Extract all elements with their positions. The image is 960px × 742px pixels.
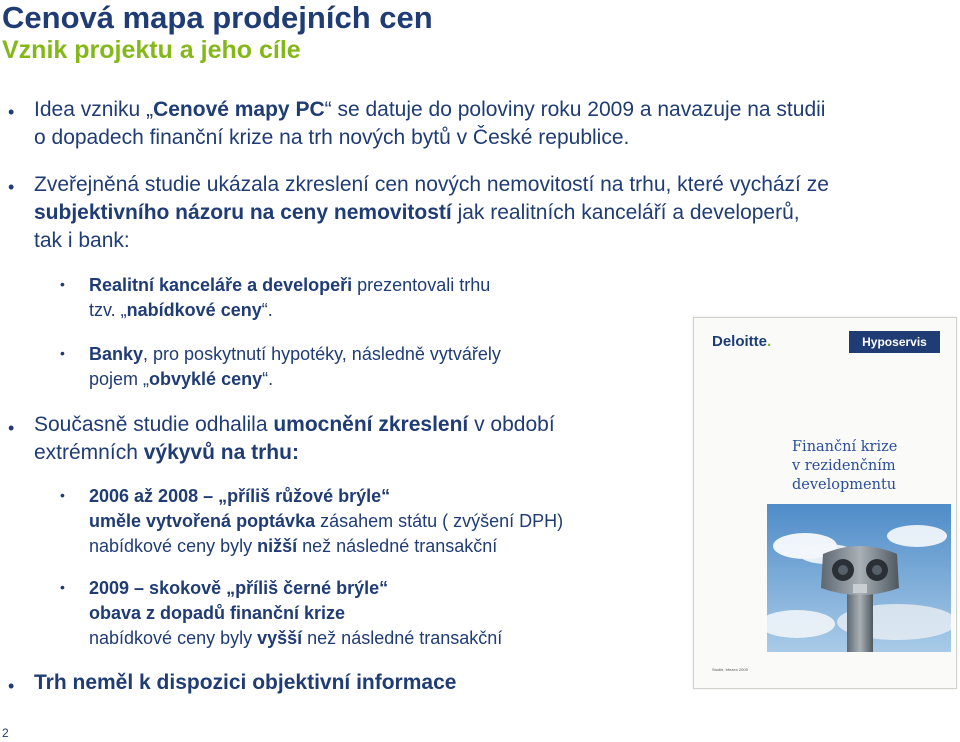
sub-bullet-marker: • xyxy=(60,276,65,292)
sub-bullet-marker: • xyxy=(60,487,65,503)
slide-subtitle: Vznik projektu a jeho cíle xyxy=(2,36,301,64)
bullet-marker: • xyxy=(8,177,15,197)
sub-bullet-marker: • xyxy=(60,345,65,361)
page-number: 2 xyxy=(2,726,9,740)
sub-bullet-2009: 2009 – skokově „příliš černé brýle“ obava z dopadů finanční krize nabídkové ceny byly vyšší než následné transakční xyxy=(89,578,503,648)
study-cover-image xyxy=(693,317,957,689)
binocular-viewer-illustration xyxy=(767,504,951,652)
sub-bullet-marker: • xyxy=(60,579,65,595)
binocular-photo xyxy=(767,504,951,652)
bullet-conclusion: Trh neměl k dispozici objektivní informace xyxy=(34,671,457,694)
sub-bullet-2006-2008: 2006 až 2008 – „příliš růžové brýle“ uměle vytvořená poptávka zásahem státu ( zvýšení DPH) nabídkové ceny byly nižší než následné transakční xyxy=(89,486,564,556)
bullet-marker: • xyxy=(8,102,15,122)
bullet-amplification: Současně studie odhalila umocnění zkreslení v období extrémních výkyvů na trhu: xyxy=(34,413,555,464)
sub-bullet-agencies: Realitní kanceláře a developeři prezentovali trhu tzv. „nabídkové ceny“. xyxy=(89,275,491,320)
cover-title: Finanční krize v rezidenčním developmentu xyxy=(792,439,898,493)
bullet-study: Zveřejněná studie ukázala zkreslení cen nových nemovitostí na trhu, které vychází ze subjektivního názoru na ceny nemovitostí jak realitních kanceláří a developerů, tak i bank: xyxy=(34,173,829,252)
bullet-marker: • xyxy=(8,418,15,438)
bullet-marker: • xyxy=(8,676,15,696)
hyposervis-logo: Hyposervis xyxy=(849,331,940,353)
slide-title: Cenová mapa prodejních cen xyxy=(2,0,433,35)
sub-bullet-banks: Banky, pro poskytnutí hypotéky, následně vytvářely pojem „obvyklé ceny“. xyxy=(89,344,501,389)
bullet-idea: Idea vzniku „Cenové mapy PC“ se datuje do poloviny roku 2009 a navazuje na studii o dopadech finanční krize na trh nových bytů v České republice. xyxy=(34,98,826,149)
deloitte-logo: Deloitte. xyxy=(712,333,772,350)
cover-footer: Studie, březen 2009 xyxy=(712,667,748,672)
